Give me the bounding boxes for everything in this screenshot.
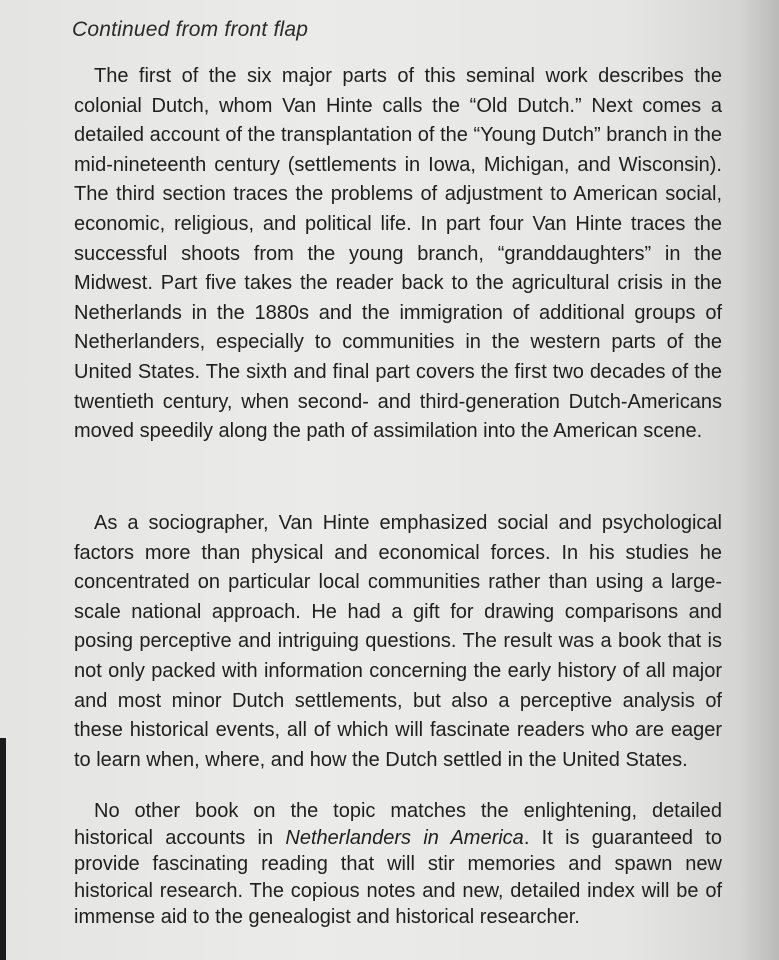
paragraph-parts-overview: The first of the six major parts of this seminal work describes the colonial Dutch, whom Van Hinte calls the “Old Dutch.” Next comes a detailed account of the transplantation of the “Young Dutch” branch in the mid-nineteenth century (settlements in Iowa, Michigan, and Wisconsin). The third section traces the problems of adjustment to American social, economic, religious, and political life. In part four Van Hinte traces the successful shoots from the young branch, “granddaughters” in the Midwest. Part five takes the reader back to the agricultural crisis in the Netherlands in the 1880s and the immigration of additional groups of Netherlanders, especially to communities in the western parts of the United States. The sixth and final part covers the first two decades of the twentieth century, when second- and third-generation Dutch-Americans moved speedily along the path of assimilation into the American scene. xyxy=(74,65,722,443)
closing-text-after: . It is guaranteed to provide fascinating reading that will stir memories and spawn new historical research. The copious notes and new, detailed index will be of immense aid to the genealogist and historical researcher. xyxy=(74,826,722,928)
paragraph-closing xyxy=(74,798,722,931)
paragraph-sociographer: As a sociographer, Van Hinte emphasized social and psychological factors more than physical and economical forces. In his studies he concentrated on particular local communities rather than using a large-scale national approach. He had a gift for drawing comparisons and posing perceptive and intriguing questions. The result was a book that is not only packed with information concerning the early history of all major and most minor Dutch settlements, but also a perceptive analysis of these historical events, all of which will fascinate readers who are eager to learn when, where, and how the Dutch settled in the United States. xyxy=(74,512,722,771)
book-title: Netherlanders in America xyxy=(285,826,524,849)
flap-continuation-note: Continued from front flap xyxy=(72,18,309,41)
closing-text-before: No other book on the topic matches the enlightening, detailed historical accounts in xyxy=(74,800,722,849)
page-edge-shadow xyxy=(739,0,779,960)
spine-shadow xyxy=(0,738,6,960)
